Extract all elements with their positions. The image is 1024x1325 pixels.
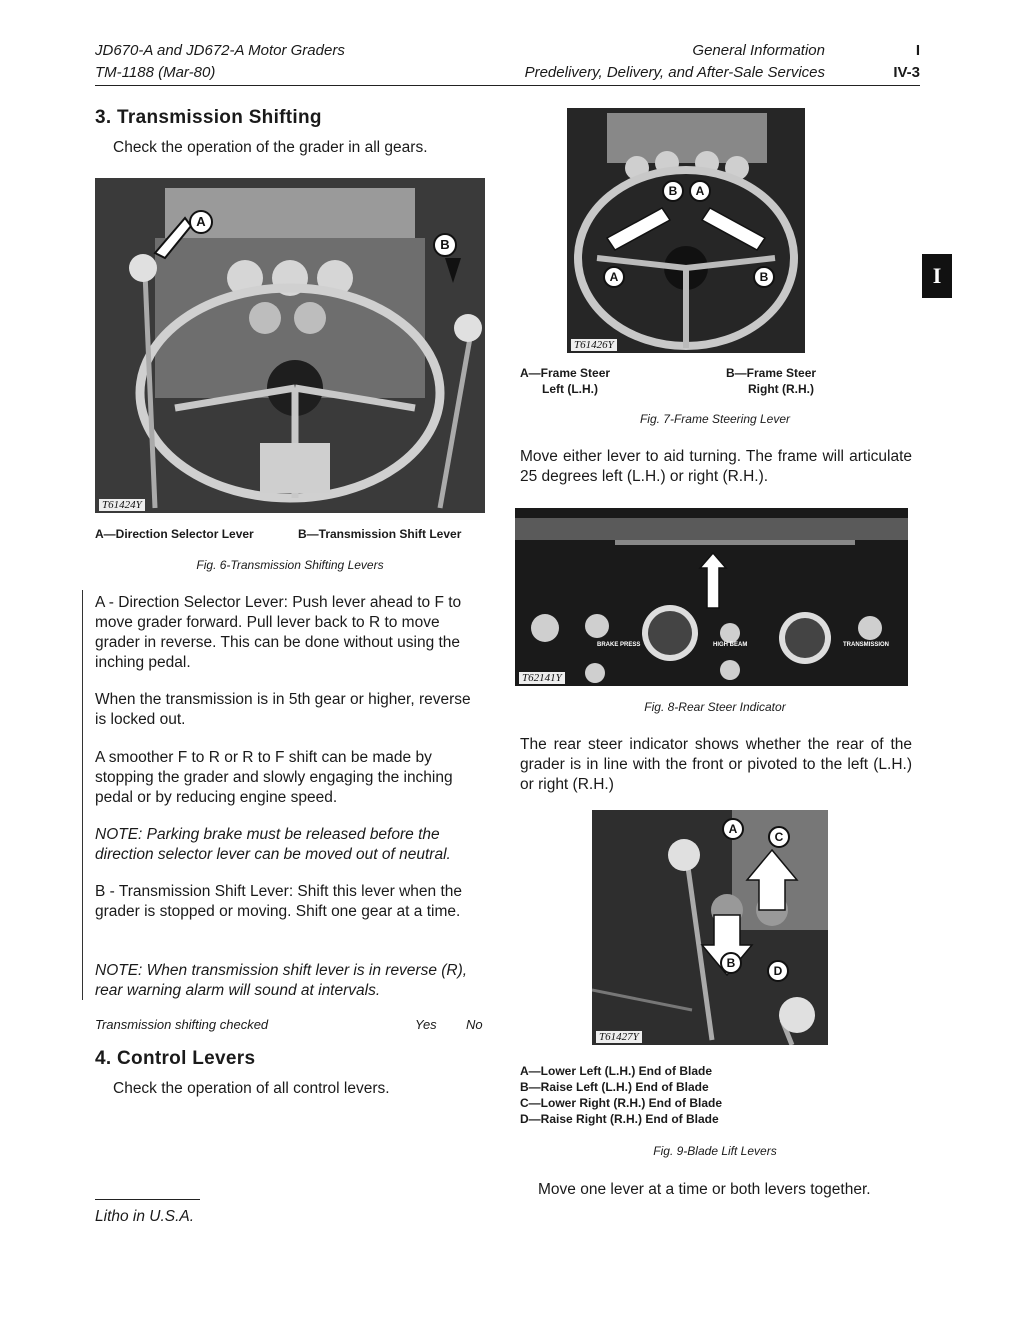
check-yes[interactable]: Yes — [415, 1017, 437, 1032]
fig9-text: Move one lever at a time or both levers together. — [538, 1181, 871, 1198]
para-reverse-lockout: When the transmission is in 5th gear or higher, reverse is locked out. — [95, 691, 471, 728]
check-no[interactable]: No — [466, 1017, 483, 1032]
header-subsection: Predelivery, Delivery, and After-Sale Services — [524, 64, 825, 81]
fig7-label-a-line2: Left (L.H.) — [542, 382, 598, 396]
header-manual-title: JD670-A and JD672-A Motor Graders — [95, 42, 345, 59]
fig7-caption: Fig. 7-Frame Steering Lever — [639, 412, 791, 426]
header-section: General Information — [692, 42, 825, 59]
fig9-photo-code: T61427Y — [596, 1031, 642, 1043]
section-4-intro: Check the operation of all control levers. — [113, 1080, 390, 1097]
fig7-photo — [567, 108, 805, 353]
fig9-marker-d: D — [767, 960, 789, 982]
fig9-label-b: B—Raise Left (L.H.) End of Blade — [520, 1080, 709, 1094]
fig8-gauge-label-1: BRAKE PRESS — [597, 642, 641, 648]
fig9-label-c: C—Lower Right (R.H.) End of Blade — [520, 1096, 722, 1110]
header-part: I — [915, 42, 920, 59]
footer-litho: Litho in U.S.A. — [95, 1208, 195, 1225]
fig8-illustration — [515, 508, 908, 686]
fig7-photo-code: T61426Y — [571, 339, 617, 351]
fig9-illustration — [592, 810, 828, 1045]
fig9-caption: Fig. 9-Blade Lift Levers — [653, 1144, 777, 1158]
para-smoother-shift: A smoother F to R or R to F shift can be made by stopping the grader and slowly engaging the inching pedal or by reducing engine speed. — [95, 749, 453, 806]
note-warning-alarm: NOTE: When transmission shift lever is in reverse (R), rear warning alarm will sound at intervals. — [95, 962, 468, 999]
fig6-label-a: A—Direction Selector Lever — [95, 527, 254, 541]
header-page-number: IV-3 — [893, 64, 920, 81]
fig7-label-b-line1: B—Frame Steer — [726, 366, 817, 380]
section-4-title: 4. Control Levers — [95, 1048, 256, 1069]
section-side-tab: I — [922, 254, 952, 298]
fig7-label-b-line2: Right (R.H.) — [748, 382, 814, 396]
fig9-label-d: D—Raise Right (R.H.) End of Blade — [520, 1112, 719, 1126]
note-parking-brake: NOTE: Parking brake must be released before the direction selector lever can be moved out of neutral. — [95, 826, 451, 863]
fig9-photo — [592, 810, 828, 1045]
fig8-caption: Fig. 8-Rear Steer Indicator — [644, 700, 786, 714]
fig7-label-a-line1: A—Frame Steer — [520, 366, 611, 380]
fig7-illustration — [567, 108, 805, 353]
fig8-gauge-label-3: TRANSMISSION — [843, 642, 890, 648]
fig6-photo-code: T61424Y — [99, 499, 145, 511]
fig7-marker-a-top: A — [689, 180, 711, 202]
change-bar — [82, 590, 83, 1000]
header-rule — [95, 85, 920, 86]
fig7-marker-b: B — [753, 266, 775, 288]
fig7-marker-b-top: B — [662, 180, 684, 202]
fig7-text: Move either lever to aid turning. The frame will articulate 25 degrees left (L.H.) or right (R.H.). — [520, 448, 912, 485]
fig6-photo — [95, 178, 485, 513]
fig9-label-a: A—Lower Left (L.H.) End of Blade — [520, 1064, 712, 1078]
fig6-marker-a: A — [189, 210, 213, 234]
fig6-label-b: B—Transmission Shift Lever — [298, 527, 462, 541]
check-label: Transmission shifting checked — [95, 1017, 269, 1032]
fig8-photo — [515, 508, 908, 686]
fig8-gauge-label-2: HIGH BEAM — [713, 642, 748, 648]
fig9-marker-b: B — [720, 952, 742, 974]
section-3-title: 3. Transmission Shifting — [95, 107, 322, 128]
fig6-marker-b: B — [433, 233, 457, 257]
footer-rule — [95, 1199, 200, 1200]
fig7-marker-a: A — [603, 266, 625, 288]
fig9-marker-c: C — [768, 826, 790, 848]
para-transmission-shift: B - Transmission Shift Lever: Shift this lever when the grader is stopped or moving. Shift one gear at a time. — [95, 883, 462, 920]
fig8-text: The rear steer indicator shows whether the rear of the grader is in line with the front or pivoted to the left (L.H.) or right (R.H.) — [520, 736, 912, 793]
fig6-illustration — [95, 178, 485, 513]
header-manual-number: TM-1188 (Mar-80) — [95, 64, 216, 81]
fig9-marker-a: A — [722, 818, 744, 840]
para-direction-selector: A - Direction Selector Lever: Push lever ahead to F to move grader forward. Pull lever back to R to move grader in reverse. This can be done without using the inching pedal. — [95, 594, 462, 671]
fig6-caption: Fig. 6-Transmission Shifting Levers — [196, 558, 384, 572]
section-3-intro: Check the operation of the grader in all gears. — [113, 139, 428, 156]
fig8-photo-code: T62141Y — [519, 672, 565, 684]
